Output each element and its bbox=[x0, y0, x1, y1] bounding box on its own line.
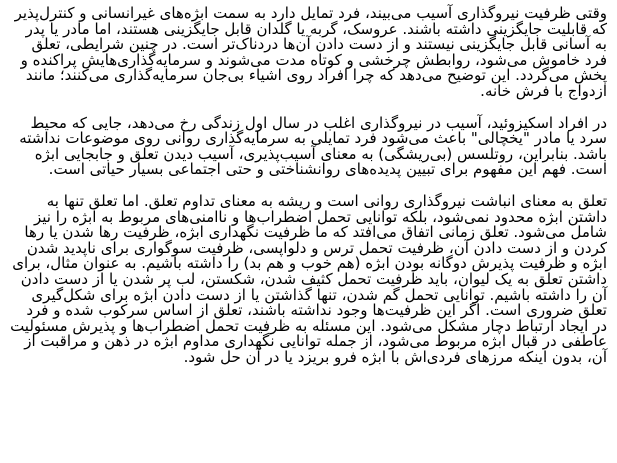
paragraph-2: در افراد اسکیزوئید، آسیب در نیروگذاری اغلب در سال اول زندگی رخ می‌دهد، جایی که محیط سرد یا مادر "یخچالی" باعث می‌شود فرد تمایلی به سرمایه‌گذاری روانی روی موضوعات نداشته باشد. بنابراین، روتلسس (بی‌ریشگی) به معنای آسیب‌پذیری، آسیب دیدن تعلق و جابجایی ابژه است. فهم این مفهوم برای تبیین پدیده‌های روانشناختی و حتی اجتماعی بسیار حیاتی است. bbox=[19, 113, 607, 179]
paragraph-3: تعلق به معنای انباشت نیروگذاری روانی است و ریشه به معنای تداوم تعلق. اما تعلق تنها به داشتن ابژه محدود نمی‌شود، بلکه توانایی تحمل اضطراب‌ها و ناامنی‌های مربوط به ابژه را نیز شامل می‌شود. تعلق زمانی اتفاق می‌افتد که ما ظرفیت نگهداری ابژه، ظرفیت رها شدن یا رها کردن و از دست دادن آن، ظرفیت تحمل ترس و دلواپسی، ظرفیت سوگواری برای ناپدید شدن ابژه و ظرفیت پذیرش دوگانه بودن ابژه (هم خوب و هم بد) را داشته باشیم. به عنوان مثال، برای داشتن تعلق به یک لیوان، باید ظرفیت تحمل کثیف شدن، شکستن، لب پر شدن یا از دست دادن آن را داشته باشیم. توانایی تحمل گم شدن، تنها گذاشتن یا از دست دادن ابژه برای شکل‌گیری تعلق ضروری است. اگر این ظرفیت‌ها وجود نداشته باشند، تعلق از اساس سرکوب شده و فرد در ایجاد ارتباط دچار مشکل می‌شود. این مسئله به ظرفیت تحمل اضطراب‌ها و پذیرش مسئولیت عاطفی در قبال ابژه مربوط می‌شود، از جمله توانایی نگهداری مداوم ابژه در ذهن و مراقبت از آن، بدون اینکه مرزهای فردی‌اش با ابژه فرو بریزد یا در آن حل شود. bbox=[10, 191, 607, 366]
paragraph-1: وقتی ظرفیت نیروگذاری آسیب می‌بیند، فرد تمایل دارد به سمت ابژه‌های غیرانسانی و کنترل‌پذیر که قابلیت جایگزینی داشته باشند. عروسک، گربه یا گلدان قابل جایگزینی هستند، اما مادر یا پدر به آسانی قابل جایگزینی نیستند و از دست دادن آن‌ها دردناک‌تر است. در چنین شرایطی، تعلق فرد خاموش می‌شود، روابطش چرخشی و کوتاه مدت می‌شوند و سرمایه‌گذاری‌هایش پراکنده و پخش می‌گردد. این توضیح می‌دهد که چرا افراد روی اشیاء بی‌جان سرمایه‌گذاری می‌کنند؛ مانند ازدواج با فرش خانه. bbox=[14, 4, 607, 100]
